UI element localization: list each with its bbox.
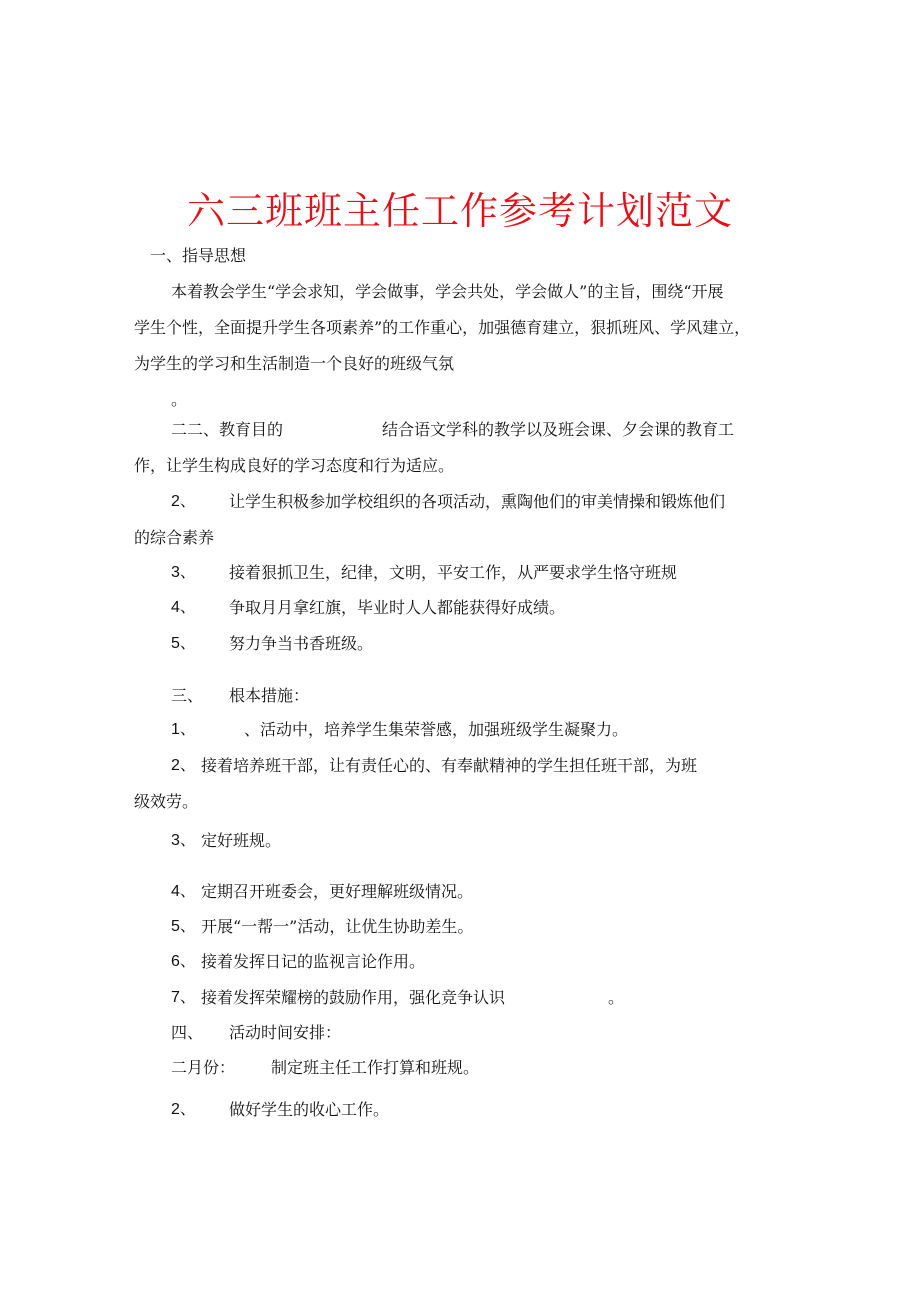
- section3-item1-number: 1、: [171, 721, 196, 738]
- section3-item7-text: 接着发挥荣耀榜的鼓励作用，强化竞争认识: [201, 988, 506, 1007]
- section2-line1: 结合语文学科的教学以及班会课、夕会课的教育工: [382, 420, 735, 439]
- section2-item4-text: 争取月月拿红旗，毕业时人人都能获得好成绩。: [229, 598, 566, 617]
- section4-month-text: 制定班主任工作打算和班规。: [271, 1058, 480, 1077]
- section2-item2-cont: 的综合素养: [134, 528, 215, 547]
- section1-para-line2: 学生个性，全面提升学生各项素养”的工作重心，加强德育建立，狠抓班风、学风建立，: [134, 318, 751, 337]
- section2-item2-number: 2、: [171, 493, 196, 510]
- section3-item5-text: 开展“一帮一”活动，让优生协助差生。: [201, 917, 474, 936]
- section2-item5-text: 努力争当书香班级。: [229, 634, 374, 653]
- section3-item1-text: 、活动中，培养学生集荣誉感，加强班级学生凝聚力。: [244, 720, 629, 739]
- section3-item2-number: 2、: [171, 757, 196, 774]
- section3-item3-number: 3、: [171, 832, 196, 849]
- section2-line1-cont: 作，让学生构成良好的学习态度和行为适应。: [134, 456, 455, 475]
- section3-item4-text: 定期召开班委会，更好理解班级情况。: [201, 882, 474, 901]
- section4-month-label: 二月份：: [171, 1058, 236, 1077]
- section4-item2-number: 2、: [171, 1101, 196, 1118]
- section2-item5-number: 5、: [171, 635, 196, 652]
- section4-item2-text: 做好学生的收心工作。: [229, 1100, 390, 1119]
- section3-item5-number: 5、: [171, 918, 196, 935]
- section2-item4-number: 4、: [171, 599, 196, 616]
- section4-heading: 活动时间安排：: [229, 1023, 342, 1042]
- section2-heading: 二二、教育目的: [171, 420, 284, 439]
- section3-item2-cont: 级效劳。: [134, 792, 199, 811]
- section1-para-period: 。: [171, 390, 188, 409]
- section1-para-line3: 为学生的学习和生活制造一个良好的班级气氛: [134, 354, 455, 373]
- section3-item4-number: 4、: [171, 883, 196, 900]
- section3-heading: 根本措施：: [229, 686, 310, 705]
- section3-item7-tail: 。: [608, 988, 625, 1007]
- section2-item3-number: 3、: [171, 564, 196, 581]
- section4-number: 四、: [171, 1023, 204, 1042]
- section1-para-line1: 本着教会学生“学会求知，学会做事，学会共处，学会做人”的主旨，围绕“开展: [171, 282, 724, 301]
- section3-item6-number: 6、: [171, 953, 196, 970]
- section3-number: 三、: [171, 686, 204, 705]
- section3-item6-text: 接着发挥日记的监视言论作用。: [201, 952, 426, 971]
- section3-item3-text: 定好班规。: [201, 831, 282, 850]
- section3-item2-text: 接着培养班干部，让有责任心的、有奉献精神的学生担任班干部，为班: [201, 756, 698, 775]
- document-title: 六三班班主任工作参考计划范文: [186, 189, 733, 233]
- section1-heading: 一、指导思想: [150, 246, 247, 265]
- section2-item3-text: 接着狠抓卫生，纪律，文明，平安工作，从严要求学生恪守班规: [229, 563, 678, 582]
- section3-item7-number: 7、: [171, 989, 196, 1006]
- section2-item2-text: 让学生积极参加学校组织的各项活动，熏陶他们的审美情操和锻炼他们: [229, 492, 726, 511]
